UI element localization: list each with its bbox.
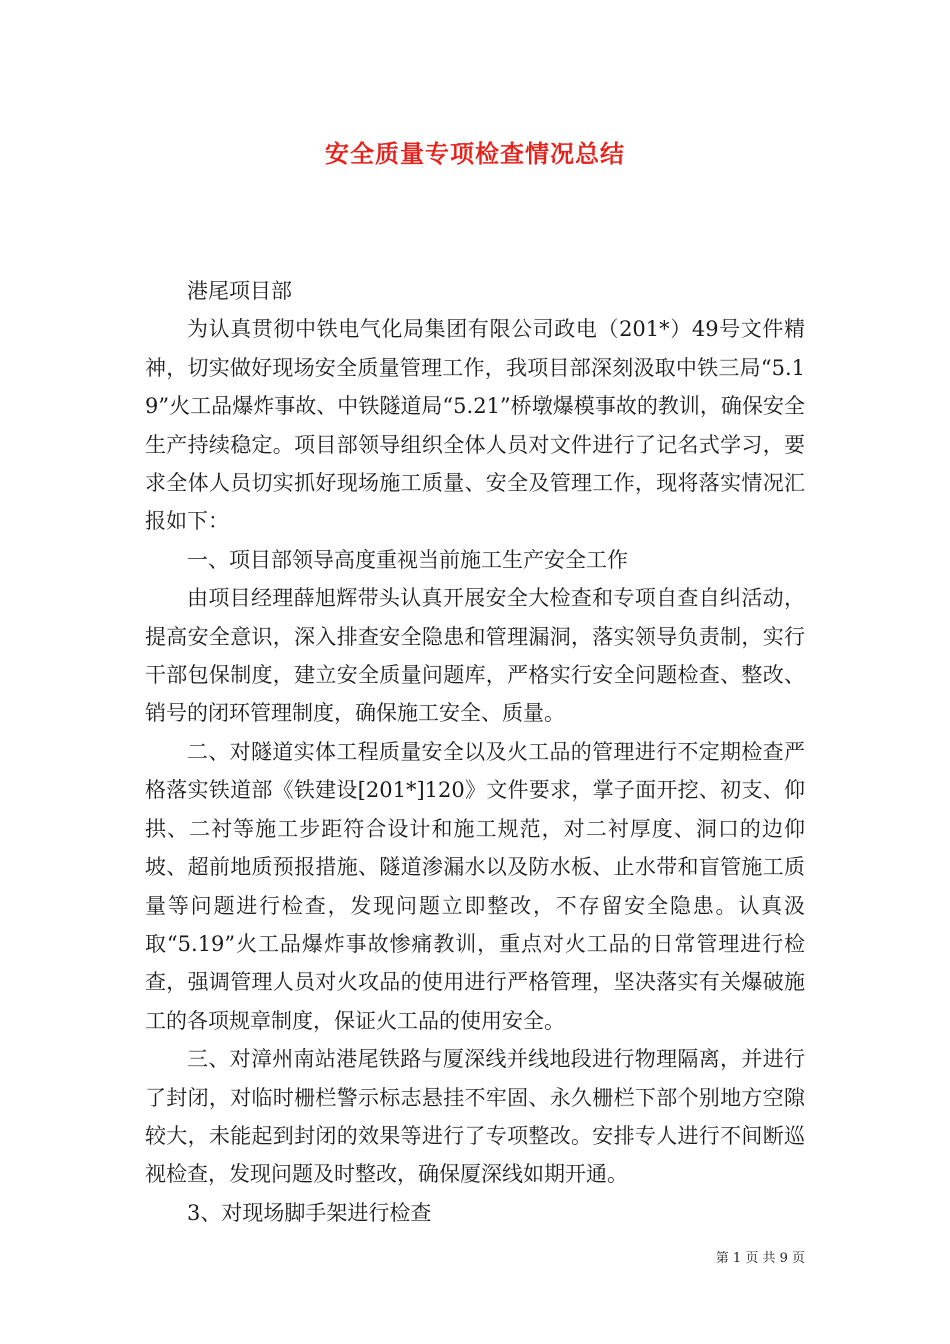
body-paragraph: 为认真贯彻中铁电气化局集团有限公司政电（201*）49号文件精神，切实做好现场安全质量管理工作，我项目部深刻汲取中铁三局“5.19”火工品爆炸事故、中铁隧道局“5.21”桥墩爆模事故的教训，确保安全生产持续稳定。项目部领导组织全体人员对文件进行了记名式学习，要求全体人员切实抓好现场施工质量、安全及管理工作，现将落实情况汇报如下： [145,317,805,534]
organization-line: 港尾项目部 [187,279,292,303]
page-number: 第 1 页 共 9 页 [715,1251,805,1266]
body-paragraph: 三、对漳州南站港尾铁路与厦深线并线地段进行物理隔离，并进行了封闭，对临时栅栏警示标志悬挂不牢固、永久栅栏下部个别地方空隙较大，未能起到封闭的效果等进行了专项整改。安排专人进行不间断巡视检查，发现问题及时整改，确保厦深线如期开通。 [145,1047,805,1187]
section-heading: 3、对现场脚手架进行检查 [187,1200,432,1225]
body-paragraph: 二、对隧道实体工程质量安全以及火工品的管理进行不定期检查严格落实铁道部《铁建设[201*]120》文件要求，掌子面开挖、初支、仰拱、二衬等施工步距符合设计和施工规范，对二衬厚度、洞口的边仰坡、超前地质预报措施、隧道渗漏水以及防水板、止水带和盲管施工质量等问题进行检查，发现问题立即整改，不存留安全隐患。认真汲取“5.19”火工品爆炸事故惨痛教训，重点对火工品的日常管理进行检查，强调管理人员对火攻品的使用进行严格管理，坚决落实有关爆破施工的各项规章制度，保证火工品的使用安全。 [145,739,805,1033]
document-body [145,272,805,1232]
document-title: 安全质量专项检查情况总结 [325,139,625,168]
body-paragraph: 由项目经理薛旭辉带头认真开展安全大检查和专项自查自纠活动，提高安全意识，深入排查安全隐患和管理漏洞，落实领导负责制，实行干部包保制度，建立安全质量问题库，严格实行安全问题检查、整改、销号的闭环管理制度，确保施工安全、质量。 [145,586,805,726]
section-heading: 一、项目部领导高度重视当前施工生产安全工作 [187,547,628,572]
